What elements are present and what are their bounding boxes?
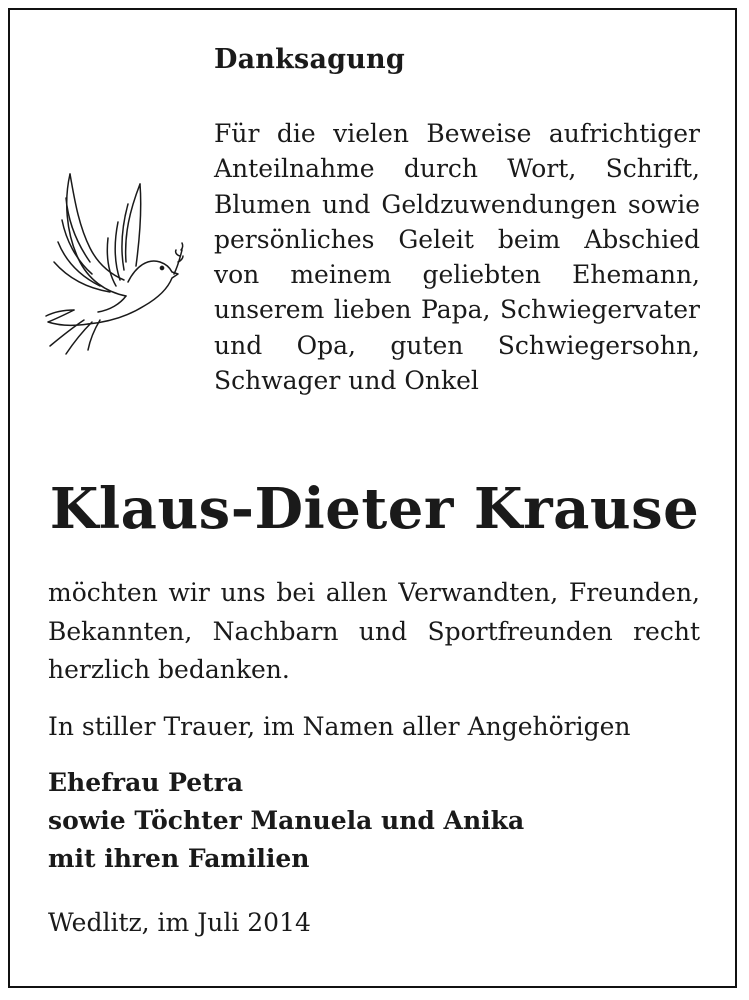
deceased-name: Klaus-Dieter Krause (49, 476, 700, 542)
place-date: Wedlitz, im Juli 2014 (48, 908, 311, 937)
dove-icon (44, 170, 184, 360)
intro-text: Für die vielen Beweise aufrichtiger Anteilnahme durch Wort, Schrift, Blumen und Geldzuwendungen sowie persönliches Geleit beim Abschied von meinem geliebten Ehemann, unserem lieben Papa, Schwiegervater und Opa, guten Schwiegersohn, Schwager und Onkel (214, 119, 700, 396)
family-line-daughters: sowie Töchter Manuela und Anika (48, 806, 525, 835)
notice-heading: Danksagung (214, 44, 405, 75)
mourning-line: In stiller Trauer, im Namen aller Angehörigen (48, 712, 631, 741)
family-line-wife: Ehefrau Petra (48, 768, 244, 797)
thanks-text: möchten wir uns bei allen Verwandten, Freunden, Bekannten, Nachbarn und Sportfreunden recht herzlich bedanken. (48, 578, 700, 684)
family-signature (48, 764, 524, 878)
family-line-families: mit ihren Familien (48, 844, 310, 873)
